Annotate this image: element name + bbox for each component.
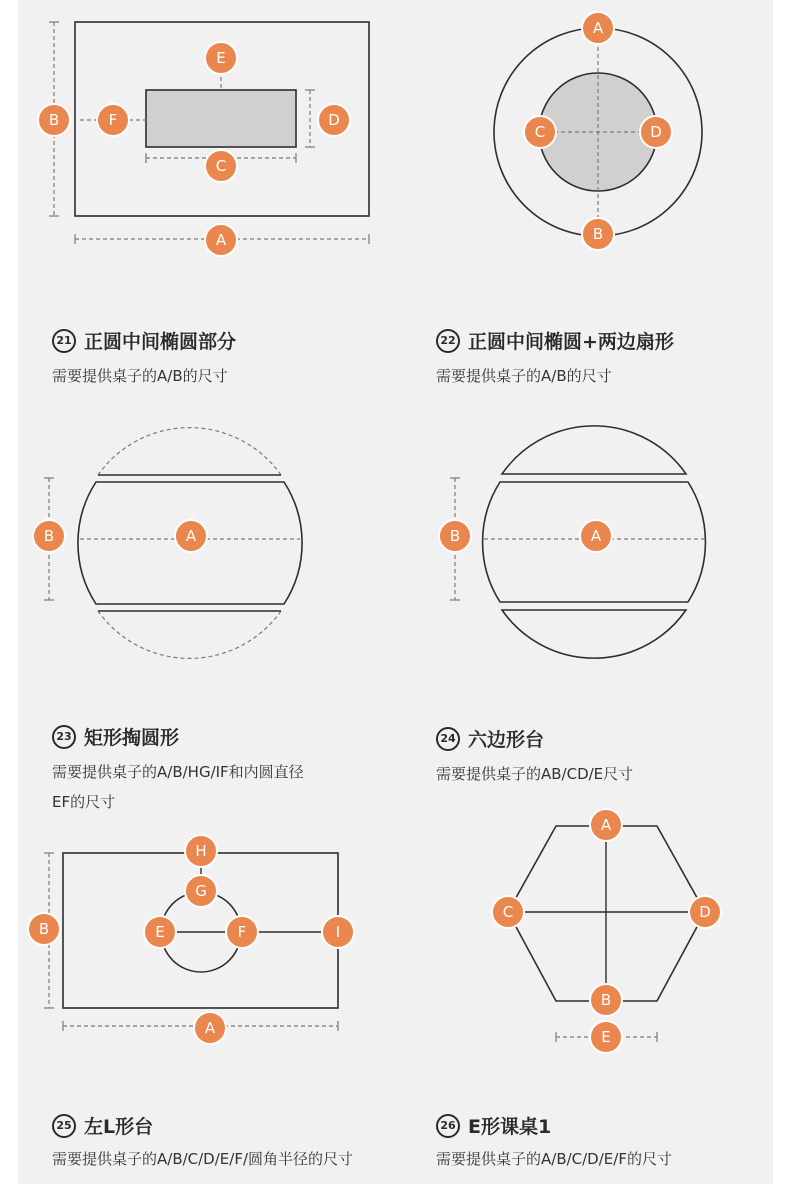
section-25-title [52, 1112, 153, 1139]
badge-a [580, 520, 612, 552]
badge-b [38, 104, 70, 136]
section-23-desc-line1: 需要提供桌子的A/B/HG/IF和内圆直径 [52, 763, 304, 781]
badge-c [205, 150, 237, 182]
section-title-text: 正圆中间椭圆+两边扇形 [468, 331, 674, 353]
badge-g [185, 875, 217, 907]
diagram-rect-inner-rect [38, 22, 369, 256]
section-number: 22 [436, 329, 460, 353]
svg-text:B: B [38, 920, 50, 938]
svg-text:A: A [600, 816, 612, 834]
section-22-desc: 需要提供桌子的A/B的尺寸 [436, 367, 612, 385]
badge-a [590, 809, 622, 841]
svg-text:B: B [48, 111, 60, 129]
badge-h [185, 835, 217, 867]
section-number: 26 [436, 1114, 460, 1138]
section-title-text: E形课桌1 [468, 1116, 552, 1138]
svg-text:C: C [534, 123, 546, 141]
svg-text:A: A [590, 527, 602, 545]
badge-b [28, 913, 60, 945]
section-number: 23 [52, 725, 76, 749]
svg-text:E: E [155, 923, 165, 941]
section-21-desc: 需要提供桌子的A/B的尺寸 [52, 367, 228, 385]
diagram-circle-inner-circle [494, 12, 702, 250]
top-cap [502, 426, 686, 474]
badge-d [689, 896, 721, 928]
svg-text:C: C [215, 157, 227, 175]
section-23-desc-line2: EF的尺寸 [52, 793, 116, 811]
badge-b [439, 520, 471, 552]
section-21-title [52, 327, 236, 354]
svg-text:F: F [108, 111, 118, 129]
badge-b [33, 520, 65, 552]
badge-e [144, 916, 176, 948]
badge-i [322, 916, 354, 948]
top-dashed-cap [98, 428, 281, 475]
section-title-text: 正圆中间椭圆部分 [84, 331, 237, 353]
svg-text:C: C [502, 903, 514, 921]
inner-rectangle [146, 90, 296, 147]
badge-b [582, 218, 614, 250]
section-22-title [436, 327, 674, 354]
svg-text:A: A [185, 527, 197, 545]
bottom-dashed-cap [98, 611, 281, 658]
svg-text:A: A [204, 1019, 216, 1037]
diagram-hexagon [492, 809, 721, 1053]
section-title-text: 左L形台 [84, 1116, 154, 1138]
svg-text:D: D [328, 111, 340, 129]
badge-e [205, 42, 237, 74]
badge-d [318, 104, 350, 136]
svg-text:D: D [650, 123, 662, 141]
svg-text:A: A [215, 231, 227, 249]
section-24-title [436, 725, 544, 752]
section-25-desc: 需要提供桌子的A/B/C/D/E/F/圆角半径的尺寸 [52, 1150, 354, 1168]
svg-text:B: B [600, 991, 612, 1009]
svg-text:G: G [195, 882, 207, 900]
badge-c [524, 116, 556, 148]
badge-a [175, 520, 207, 552]
svg-text:D: D [699, 903, 711, 921]
section-24-desc: 需要提供桌子的AB/CD/E尺寸 [436, 765, 634, 783]
svg-text:A: A [592, 19, 604, 37]
badge-a [205, 224, 237, 256]
svg-text:I: I [335, 923, 341, 941]
svg-text:B: B [43, 527, 55, 545]
badge-a [194, 1012, 226, 1044]
badge-e [590, 1021, 622, 1053]
section-23-title [52, 723, 179, 750]
badge-c [492, 896, 524, 928]
badge-f [97, 104, 129, 136]
svg-text:E: E [601, 1028, 611, 1046]
svg-text:E: E [216, 49, 226, 67]
svg-text:B: B [449, 527, 461, 545]
section-26-desc: 需要提供桌子的A/B/C/D/E/F的尺寸 [436, 1150, 672, 1168]
section-title-text: 六边形台 [468, 729, 545, 751]
section-number: 25 [52, 1114, 76, 1138]
section-title-text: 矩形掏圆形 [84, 727, 180, 749]
badge-d [640, 116, 672, 148]
badge-a [582, 12, 614, 44]
badge-f [226, 916, 258, 948]
diagram-circle-dashed-caps [33, 428, 302, 659]
section-number: 24 [436, 727, 460, 751]
section-26-title [436, 1112, 551, 1139]
badge-b [590, 984, 622, 1016]
diagram-circle-solid-caps [439, 426, 705, 658]
svg-text:B: B [592, 225, 604, 243]
svg-text:F: F [237, 923, 247, 941]
bottom-cap [502, 610, 686, 658]
diagram-rect-circle-cutout [28, 835, 354, 1044]
section-number: 21 [52, 329, 76, 353]
svg-text:H: H [195, 842, 207, 860]
